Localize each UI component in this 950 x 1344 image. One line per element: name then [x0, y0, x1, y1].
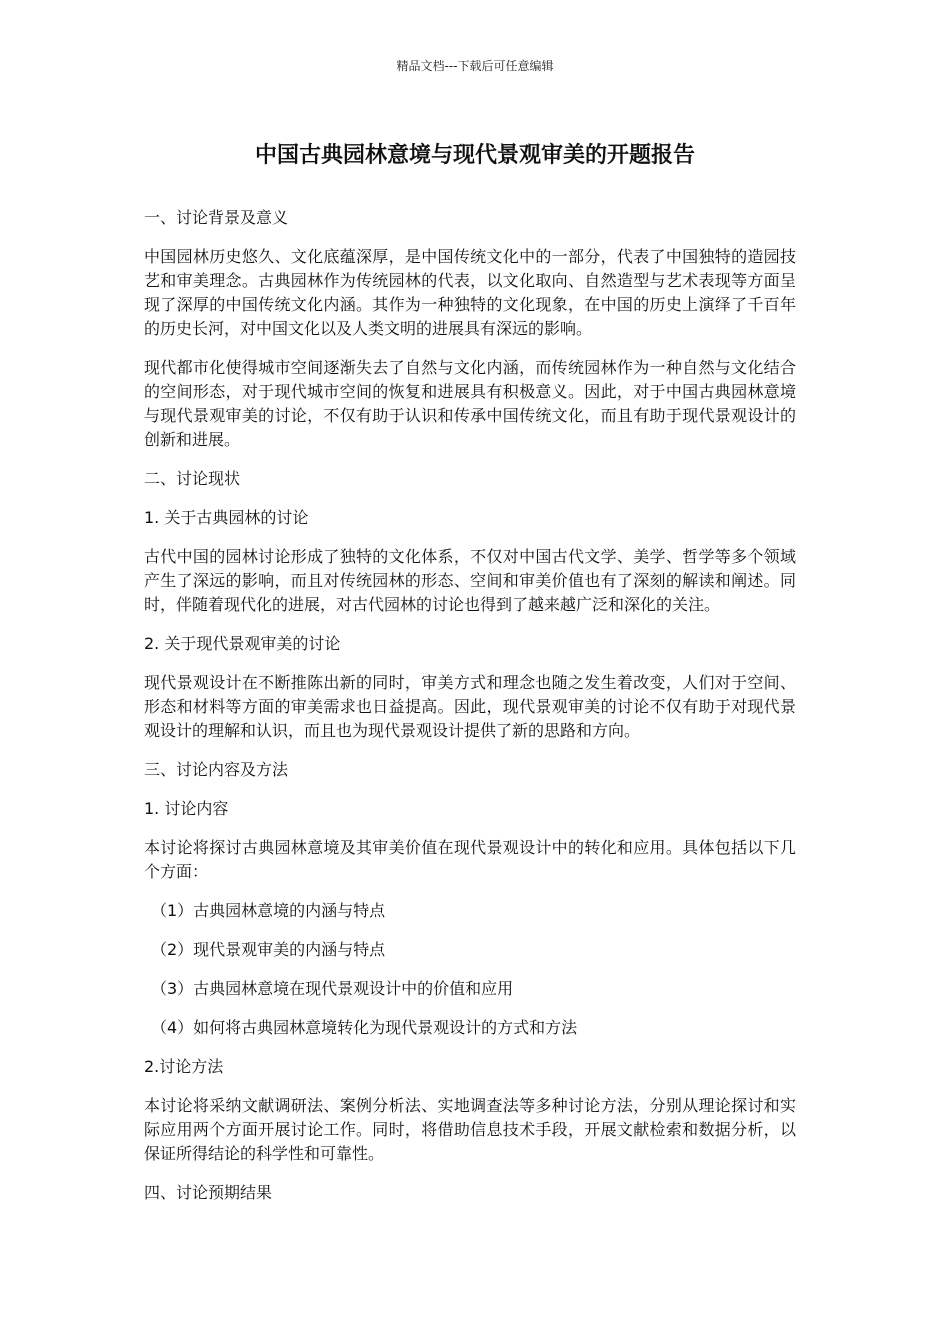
section-1-paragraph-2: 现代都市化使得城市空间逐渐失去了自然与文化内涵，而传统园林作为一种自然与文化结合的空间形态，对于现代城市空间的恢复和进展具有积极意义。因此，对于中国古典园林意境与现代景观审美的讨论，不仅有助于认识和传承中国传统文化，而且有助于现代景观设计的创新和进展。	[144, 358, 796, 449]
document-body	[144, 206, 796, 1220]
section-3-sub-1-paragraph: 本讨论将探讨古典园林意境及其审美价值在现代景观设计中的转化和应用。具体包括以下几个方面：	[144, 838, 796, 881]
section-2-heading: 二、讨论现状	[144, 469, 241, 488]
section-4-heading: 四、讨论预期结果	[144, 1183, 273, 1202]
document-title: 中国古典园林意境与现代景观审美的开题报告	[254, 143, 695, 168]
list-item: （3）古典园林意境在现代景观设计中的价值和应用	[151, 979, 514, 998]
section-3-sub-1-heading: 1. 讨论内容	[144, 799, 229, 818]
section-2-sub-1-heading: 1. 关于古典园林的讨论	[144, 508, 309, 527]
section-2-sub-2-heading: 2. 关于现代景观审美的讨论	[144, 634, 341, 653]
section-3-sub-2-heading: 2.讨论方法	[144, 1057, 224, 1076]
section-3-sub-2-paragraph: 本讨论将采纳文献调研法、案例分析法、实地调查法等多种讨论方法，分别从理论探讨和实际应用两个方面开展讨论工作。同时，将借助信息技术手段，开展文献检索和数据分析，以保证所得结论的科学性和可靠性。	[144, 1096, 796, 1163]
header-note: 精品文档---下载后可任意编辑	[396, 59, 554, 73]
section-1-heading: 一、讨论背景及意义	[144, 208, 289, 227]
list-item: （1）古典园林意境的内涵与特点	[151, 901, 386, 920]
section-3-heading: 三、讨论内容及方法	[144, 760, 289, 779]
list-item: （2）现代景观审美的内涵与特点	[151, 940, 386, 959]
section-1-paragraph-1: 中国园林历史悠久、文化底蕴深厚，是中国传统文化中的一部分，代表了中国独特的造园技艺和审美理念。古典园林作为传统园林的代表，以文化取向、自然造型与艺术表现等方面呈现了深厚的中国传统文化内涵。其作为一种独特的文化现象，在中国的历史上演绎了千百年的历史长河，对中国文化以及人类文明的进展具有深远的影响。	[144, 247, 796, 338]
list-item: （4）如何将古典园林意境转化为现代景观设计的方式和方法	[151, 1018, 578, 1037]
section-2-sub-1-paragraph: 古代中国的园林讨论形成了独特的文化体系，不仅对中国古代文学、美学、哲学等多个领域产生了深远的影响，而且对传统园林的形态、空间和审美价值也有了深刻的解读和阐述。同时，伴随着现代化的进展，对古代园林的讨论也得到了越来越广泛和深化的关注。	[144, 547, 796, 614]
section-2-sub-2-paragraph: 现代景观设计在不断推陈出新的同时，审美方式和理念也随之发生着改变，人们对于空间、形态和材料等方面的审美需求也日益提高。因此，现代景观审美的讨论不仅有助于对现代景观设计的理解和认识，而且也为现代景观设计提供了新的思路和方向。	[144, 673, 796, 740]
